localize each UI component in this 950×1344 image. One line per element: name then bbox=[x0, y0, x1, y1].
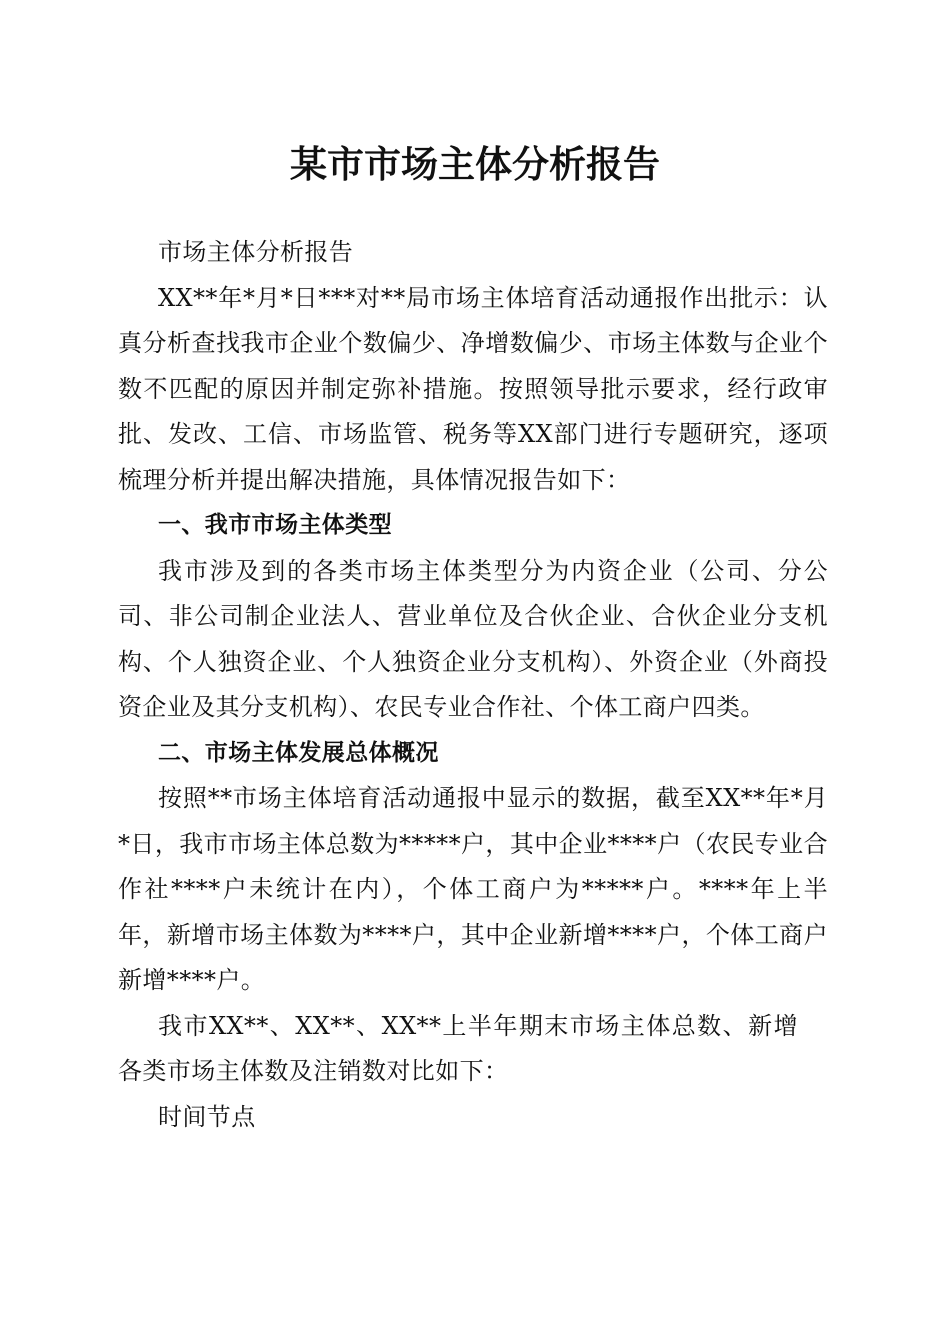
section-1-heading: 一、我市市场主体类型 bbox=[158, 512, 392, 538]
table-caption: 时间节点 bbox=[158, 1102, 256, 1131]
section-2-heading: 二、市场主体发展总体概况 bbox=[158, 739, 439, 766]
section-2-paragraph-2: 我市XX**、XX**、XX**上半年期末市场主体总数、新增各类市场主体数及注销数对比如下： bbox=[118, 1011, 798, 1085]
intro-subtitle: 市场主体分析报告 bbox=[158, 238, 354, 266]
intro-paragraph: XX**年*月*日***对**局市场主体培育活动通报作出批示：认真分析查找我市企业个数偏少、净增数偏少、市场主体数与企业个数不匹配的原因并制定弥补措施。按照领导批示要求，经行政审批、发改、工信、市场监管、税务等XX部门进行专题研究，逐项梳理分析并提出解决措施，具体情况报告如下： bbox=[118, 283, 828, 494]
document-title: 某市市场主体分析报告 bbox=[290, 142, 660, 186]
section-2-paragraph-1: 按照**市场主体培育活动通报中显示的数据，截至XX**年*月*日，我市市场主体总数为*****户，其中企业****户（农民专业合作社****户未统计在内），个体工商户为*****户。****年上半年，新增市场主体数为****户，其中企业新增****户，个体工商户新增****户。 bbox=[118, 784, 828, 994]
section-1-paragraph: 我市涉及到的各类市场主体类型分为内资企业（公司、分公司、非公司制企业法人、营业单位及合伙企业、合伙企业分支机构、个人独资企业、个人独资企业分支机构）、外资企业（外商投资企业及其分支机构）、农民专业合作社、个体工商户四类。 bbox=[118, 556, 828, 721]
document-body bbox=[118, 230, 828, 1140]
